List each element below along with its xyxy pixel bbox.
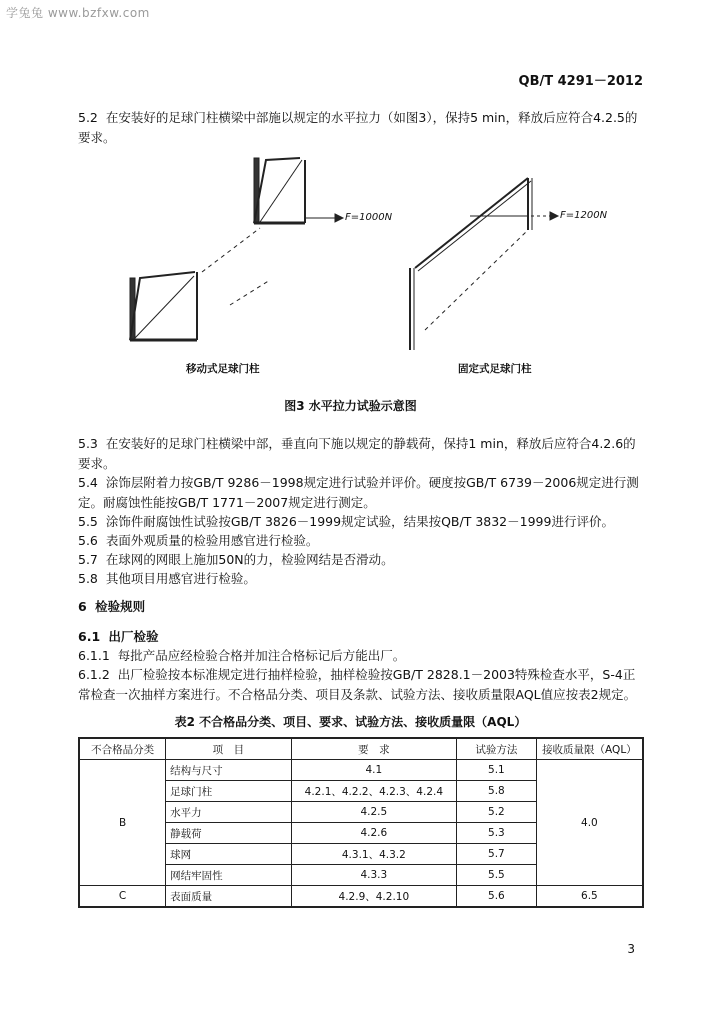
section-5-4: [78, 473, 646, 513]
header-cell: 接收质量限（AQL）: [536, 738, 643, 760]
method-cell: 5.7: [457, 844, 537, 865]
section-text: 在安装好的足球门柱横梁中部施以规定的水平拉力（如图3），保持5 min，释放后应符合4.2.5的要求。: [78, 110, 638, 145]
requirement-cell: 4.2.9、4.2.10: [291, 886, 456, 908]
section-text: 出厂检验按本标准规定进行抽样检验，抽样检验按GB/T 2828.1－2003特殊检查水平，S-4正常检查一次抽样方案进行。不合格品分类、项目及条款、试验方法、接收质量限AQL值应按表2规定。: [78, 667, 637, 702]
method-cell: 5.8: [457, 781, 537, 802]
section-number: 5.7: [78, 552, 98, 567]
table-row: [79, 886, 643, 908]
section-number: 5.8: [78, 571, 98, 586]
section-text: 每批产品应经检验合格并加注合格标记后方能出厂。: [117, 648, 406, 663]
section-text: 表面外观质量的检验用感官进行检验。: [105, 533, 319, 548]
section-6-1-2: [78, 665, 646, 705]
table-2: [78, 737, 644, 908]
header-cell: 试验方法: [457, 738, 537, 760]
requirement-cell: 4.3.3: [291, 865, 456, 886]
section-5-6: [78, 531, 646, 551]
section-number: 6.1: [78, 629, 101, 644]
section-number: 6.1.1: [78, 648, 110, 663]
section-number: 5.4: [78, 475, 98, 490]
figure-caption: 图3 水平拉力试验示意图: [284, 399, 417, 413]
section-number: 5.3: [78, 436, 98, 451]
method-cell: 5.3: [457, 823, 537, 844]
table-2-title: 表2 不合格品分类、项目、要求、试验方法、接收质量限（AQL）: [174, 715, 527, 729]
section-text: 出厂检验: [108, 629, 159, 644]
header-cell: 不合格品分类: [79, 738, 166, 760]
section-6-heading: [78, 597, 646, 617]
item-cell: 水平力: [166, 802, 292, 823]
class-cell: B: [79, 760, 166, 886]
section-text: 涂饰层附着力按GB/T 9286－1998规定进行试验并评价。硬度按GB/T 6739－2006规定进行测定。耐腐蚀性能按GB/T 1771－2007规定进行测定。: [78, 475, 639, 510]
header-cell: 项 目: [166, 738, 292, 760]
class-cell: C: [79, 886, 166, 908]
section-5-5: [78, 512, 646, 532]
fixed-goal-drawing: [410, 178, 558, 350]
section-number: 6: [78, 599, 87, 614]
item-cell: 足球门柱: [166, 781, 292, 802]
section-number: 5.6: [78, 533, 98, 548]
aql-cell: 4.0: [536, 760, 643, 886]
requirement-cell: 4.2.5: [291, 802, 456, 823]
section-5-3: [78, 434, 646, 474]
method-cell: 5.5: [457, 865, 537, 886]
item-cell: 表面质量: [166, 886, 292, 908]
requirement-cell: 4.1: [291, 760, 456, 781]
section-number: 6.1.2: [78, 667, 110, 682]
fixed-goal-label: 固定式足球门柱: [458, 363, 532, 375]
section-5-8: [78, 569, 646, 589]
section-5-2: [78, 108, 646, 148]
header-cell: 要 求: [291, 738, 456, 760]
right-force-label: F=1200N: [560, 210, 608, 221]
item-cell: 静载荷: [166, 823, 292, 844]
page-number: 3: [627, 942, 635, 956]
item-cell: 结构与尺寸: [166, 760, 292, 781]
item-cell: 网结牢固性: [166, 865, 292, 886]
requirement-cell: 4.2.1、4.2.2、4.2.3、4.2.4: [291, 781, 456, 802]
method-cell: 5.6: [457, 886, 537, 908]
section-text: 在球网的网眼上施加50N的力，检验网结是否滑动。: [105, 552, 394, 567]
requirement-cell: 4.3.1、4.3.2: [291, 844, 456, 865]
section-text: 涂饰件耐腐蚀性试验按GB/T 3826－1999规定试验，结果按QB/T 3832－1999进行评价。: [105, 514, 614, 529]
section-6-1-heading: [78, 627, 646, 647]
watermark: 学兔兔 www.bzfxw.com: [6, 6, 150, 20]
section-6-1-1: [78, 646, 646, 666]
section-number: 5.5: [78, 514, 98, 529]
section-5-7: [78, 550, 646, 570]
method-cell: 5.2: [457, 802, 537, 823]
table-header-row: [79, 738, 643, 760]
movable-goal-drawing: [130, 158, 343, 340]
standard-code: QB/T 4291－2012: [518, 74, 643, 89]
requirement-cell: 4.2.6: [291, 823, 456, 844]
item-cell: 球网: [166, 844, 292, 865]
section-text: 检验规则: [95, 599, 146, 614]
aql-cell: 6.5: [536, 886, 643, 908]
method-cell: 5.1: [457, 760, 537, 781]
table-row: [79, 760, 643, 781]
left-force-label: F=1000N: [345, 212, 393, 223]
section-number: 5.2: [78, 110, 98, 125]
section-text: 在安装好的足球门柱横梁中部，垂直向下施以规定的静载荷，保持1 min，释放后应符合4.2.6的要求。: [78, 436, 636, 471]
movable-goal-label: 移动式足球门柱: [186, 363, 260, 375]
figure-3: [110, 150, 610, 380]
section-text: 其他项目用感官进行检验。: [105, 571, 256, 586]
